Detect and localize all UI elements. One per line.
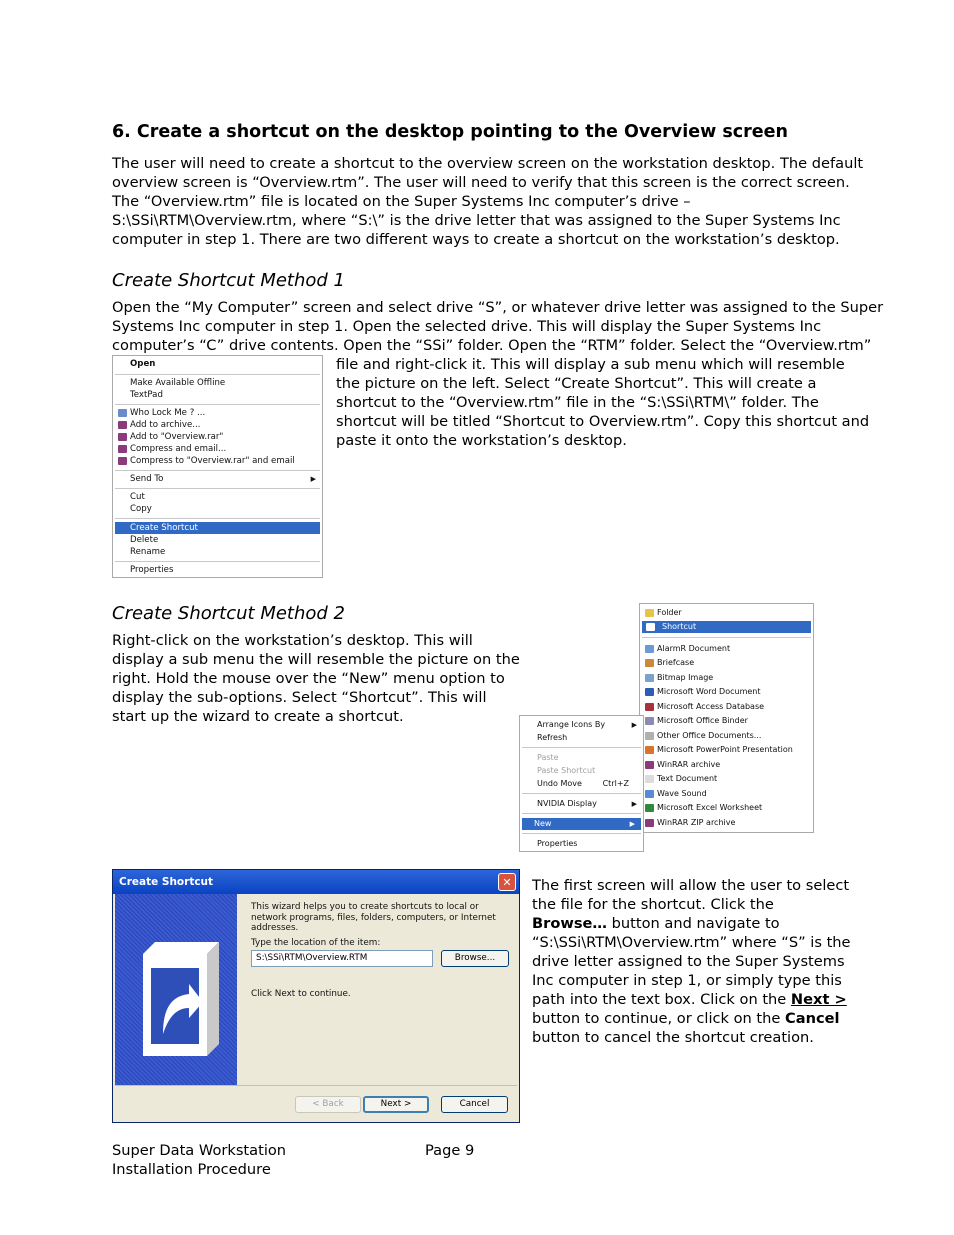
powerpoint-icon: [645, 746, 654, 754]
menu-item-compress-rar-email[interactable]: Compress to "Overview.rar" and email: [113, 455, 322, 467]
browse-button[interactable]: Browse...: [441, 950, 509, 967]
sound-icon: [645, 790, 654, 798]
winrar-icon: [645, 819, 654, 827]
footer-line1: Super Data Workstation: [112, 1142, 287, 1159]
submenu-item-other-office[interactable]: Other Office Documents...: [640, 730, 813, 742]
submenu-item-briefcase[interactable]: Briefcase: [640, 657, 813, 669]
menu-item-rename[interactable]: Rename: [130, 547, 166, 557]
briefcase-icon: [645, 659, 654, 667]
method2-line: display the sub-options. Select “Shortcut”. This will: [112, 689, 487, 706]
footer-left: [112, 1141, 286, 1179]
submenu-item-winrar-zip[interactable]: WinRAR ZIP archive: [640, 817, 813, 829]
menu-item-open[interactable]: Open: [130, 359, 156, 369]
method1-line: Open the “My Computer” screen and select drive “S”, or whatever drive letter was assigned to the Super: [112, 299, 884, 316]
dialog-explanation: The first screen will allow the user to select the file for the shortcut. Click the Browse… button and navigate to “S:\SSi\RTM\Overview.rtm” where “S” is the drive letter assigned to the Super Systems Inc computer in step 1, or simply type this path into the text box. Click on the Next > button to continue, or click on the Cancel button to cancel the shortcut creation.: [532, 877, 851, 1046]
menu-item-send-to[interactable]: Send To ▶: [130, 474, 316, 484]
location-label: Type the location of the item:: [251, 938, 381, 948]
menu-item-new[interactable]: New ▶: [522, 818, 641, 830]
file-context-menu: [112, 355, 323, 578]
method1-side-line: shortcut will be titled “Shortcut to Overview.rtm”. Copy this shortcut and: [336, 413, 870, 430]
access-icon: [645, 703, 654, 711]
menu-item-add-to-archive[interactable]: Add to archive...: [113, 419, 322, 431]
method2-line: right. Hold the mouse over the “New” menu option to: [112, 670, 505, 687]
lock-icon: [118, 409, 127, 417]
menu-item-paste: Paste: [537, 753, 559, 762]
menu-item-delete[interactable]: Delete: [130, 535, 159, 545]
wizard-banner: [115, 894, 237, 1085]
intro-paragraph: [112, 154, 863, 249]
method1-side-line: the picture on the left. Select “Create Shortcut”. This will create a: [336, 375, 817, 392]
method1-line: Systems Inc computer in step 1. Open the selected drive. This will display the Super Systems Inc: [112, 318, 822, 335]
method1-paragraph: [112, 298, 883, 355]
method2-paragraph: [112, 631, 520, 726]
intro-line: The “Overview.rtm” file is located on the Super Systems Inc computer’s drive –: [112, 193, 691, 210]
submenu-arrow-icon: ▶: [310, 475, 316, 483]
dialog-title-bar: [113, 870, 519, 894]
menu-item-textpad[interactable]: TextPad: [130, 390, 163, 400]
document-icon: [645, 645, 654, 653]
page-number: Page 9: [425, 1142, 475, 1159]
browse-bold: Browse…: [532, 915, 608, 932]
submenu-arrow-icon: ▶: [629, 820, 635, 828]
folder-icon: [645, 609, 654, 617]
next-button[interactable]: Next >: [363, 1096, 429, 1113]
winrar-icon: [645, 761, 654, 769]
new-submenu: [639, 603, 814, 833]
wizard-description: This wizard helps you to create shortcuts to local or network programs, files, folders, computers, or Internet addresses.: [251, 902, 496, 933]
menu-item-who-lock-me[interactable]: Who Lock Me ? ...: [113, 407, 322, 419]
winrar-icon: [118, 433, 127, 441]
desktop-context-menu: [519, 715, 644, 852]
method1-title: Create Shortcut Method 1: [112, 270, 345, 291]
bitmap-icon: [645, 674, 654, 682]
menu-item-refresh[interactable]: Refresh: [537, 733, 568, 742]
menu-item-cut[interactable]: Cut: [130, 492, 145, 502]
intro-line: The user will need to create a shortcut to the overview screen on the workstation desktop. The default: [112, 155, 864, 172]
cancel-button[interactable]: Cancel: [441, 1096, 508, 1113]
menu-item-copy[interactable]: Copy: [130, 504, 152, 514]
footer-line2: Installation Procedure: [112, 1161, 271, 1178]
method2-line: Right-click on the workstation’s desktop. This will: [112, 632, 473, 649]
excel-icon: [645, 804, 654, 812]
menu-item-compress-email[interactable]: Compress and email...: [113, 443, 322, 455]
menu-item-paste-shortcut: Paste Shortcut: [537, 766, 596, 775]
method1-side-line: shortcut to the “Overview.rtm” file in the “S:\SSi\RTM\” folder. The: [336, 394, 819, 411]
submenu-arrow-icon: ▶: [631, 721, 637, 729]
method1-side-line: file and right-click it. This will display a sub menu which will resemble: [336, 356, 845, 373]
shortcut-icon: [646, 623, 655, 631]
intro-line: computer in step 1. There are two different ways to create a shortcut on the workstation’s desktop.: [112, 231, 840, 248]
shortcut-key: Ctrl+Z: [602, 779, 629, 788]
next-bold: Next >: [790, 991, 847, 1008]
submenu-item-excel[interactable]: Microsoft Excel Worksheet: [640, 802, 813, 814]
menu-item-add-to-rar[interactable]: Add to "Overview.rar": [113, 431, 322, 443]
submenu-item-folder[interactable]: Folder: [640, 607, 813, 619]
cancel-bold: Cancel: [785, 1010, 840, 1027]
winrar-icon: [118, 457, 127, 465]
shortcut-wizard-icon: [115, 894, 237, 1085]
intro-line: overview screen is “Overview.rtm”. The user will need to verify that this screen is the correct screen.: [112, 174, 850, 191]
menu-item-undo-move[interactable]: Undo Move Ctrl+Z: [537, 779, 629, 788]
continue-hint: Click Next to continue.: [251, 989, 351, 999]
section-heading: 6. Create a shortcut on the desktop pointing to the Overview screen: [112, 122, 788, 142]
submenu-item-bitmap[interactable]: Bitmap Image: [640, 672, 813, 684]
method2-line: display a sub menu the will resemble the picture on the: [112, 651, 520, 668]
submenu-arrow-icon: ▶: [631, 800, 637, 808]
close-icon[interactable]: ✕: [498, 873, 516, 891]
text-document-icon: [645, 775, 654, 783]
back-button: < Back: [295, 1096, 361, 1113]
submenu-item-shortcut[interactable]: Shortcut: [642, 621, 811, 633]
location-input[interactable]: S:\SSi\RTM\Overview.RTM: [251, 950, 433, 967]
menu-item-make-offline[interactable]: Make Available Offline: [130, 378, 226, 388]
submenu-item-alarmr[interactable]: AlarmR Document: [640, 643, 813, 655]
binder-icon: [645, 717, 654, 725]
create-shortcut-dialog: [112, 869, 520, 1123]
submenu-item-powerpoint[interactable]: Microsoft PowerPoint Presentation: [640, 744, 813, 756]
submenu-item-binder[interactable]: Microsoft Office Binder: [640, 715, 813, 727]
menu-item-create-shortcut[interactable]: Create Shortcut: [115, 522, 320, 534]
menu-item-arrange-icons[interactable]: Arrange Icons By ▶: [537, 720, 637, 729]
winrar-icon: [118, 421, 127, 429]
submenu-item-text[interactable]: Text Document: [640, 773, 813, 785]
menu-item-nvidia-display[interactable]: NVIDIA Display ▶: [537, 799, 637, 808]
menu-item-properties[interactable]: Properties: [537, 839, 578, 848]
submenu-item-access[interactable]: Microsoft Access Database: [640, 701, 813, 713]
method2-line: start up the wizard to create a shortcut.: [112, 708, 404, 725]
submenu-item-word[interactable]: Microsoft Word Document: [640, 686, 813, 698]
dialog-title: Create Shortcut: [119, 876, 214, 888]
submenu-item-wave[interactable]: Wave Sound: [640, 788, 813, 800]
menu-item-properties[interactable]: Properties: [130, 565, 174, 575]
word-icon: [645, 688, 654, 696]
method1-side-line: paste it onto the workstation’s desktop.: [336, 432, 627, 449]
method1-line: computer’s “C” drive contents. Open the “SSi” folder. Open the “RTM” folder. Select the “Overview.rtm”: [112, 337, 872, 354]
intro-line: S:\SSi\RTM\Overview.rtm, where “S:\” is the drive letter that was assigned to the Super Systems Inc: [112, 212, 841, 229]
submenu-item-winrar[interactable]: WinRAR archive: [640, 759, 813, 771]
method2-title: Create Shortcut Method 2: [112, 603, 345, 624]
office-icon: [645, 732, 654, 740]
method1-side-paragraph: [336, 355, 869, 450]
winrar-icon: [118, 445, 127, 453]
